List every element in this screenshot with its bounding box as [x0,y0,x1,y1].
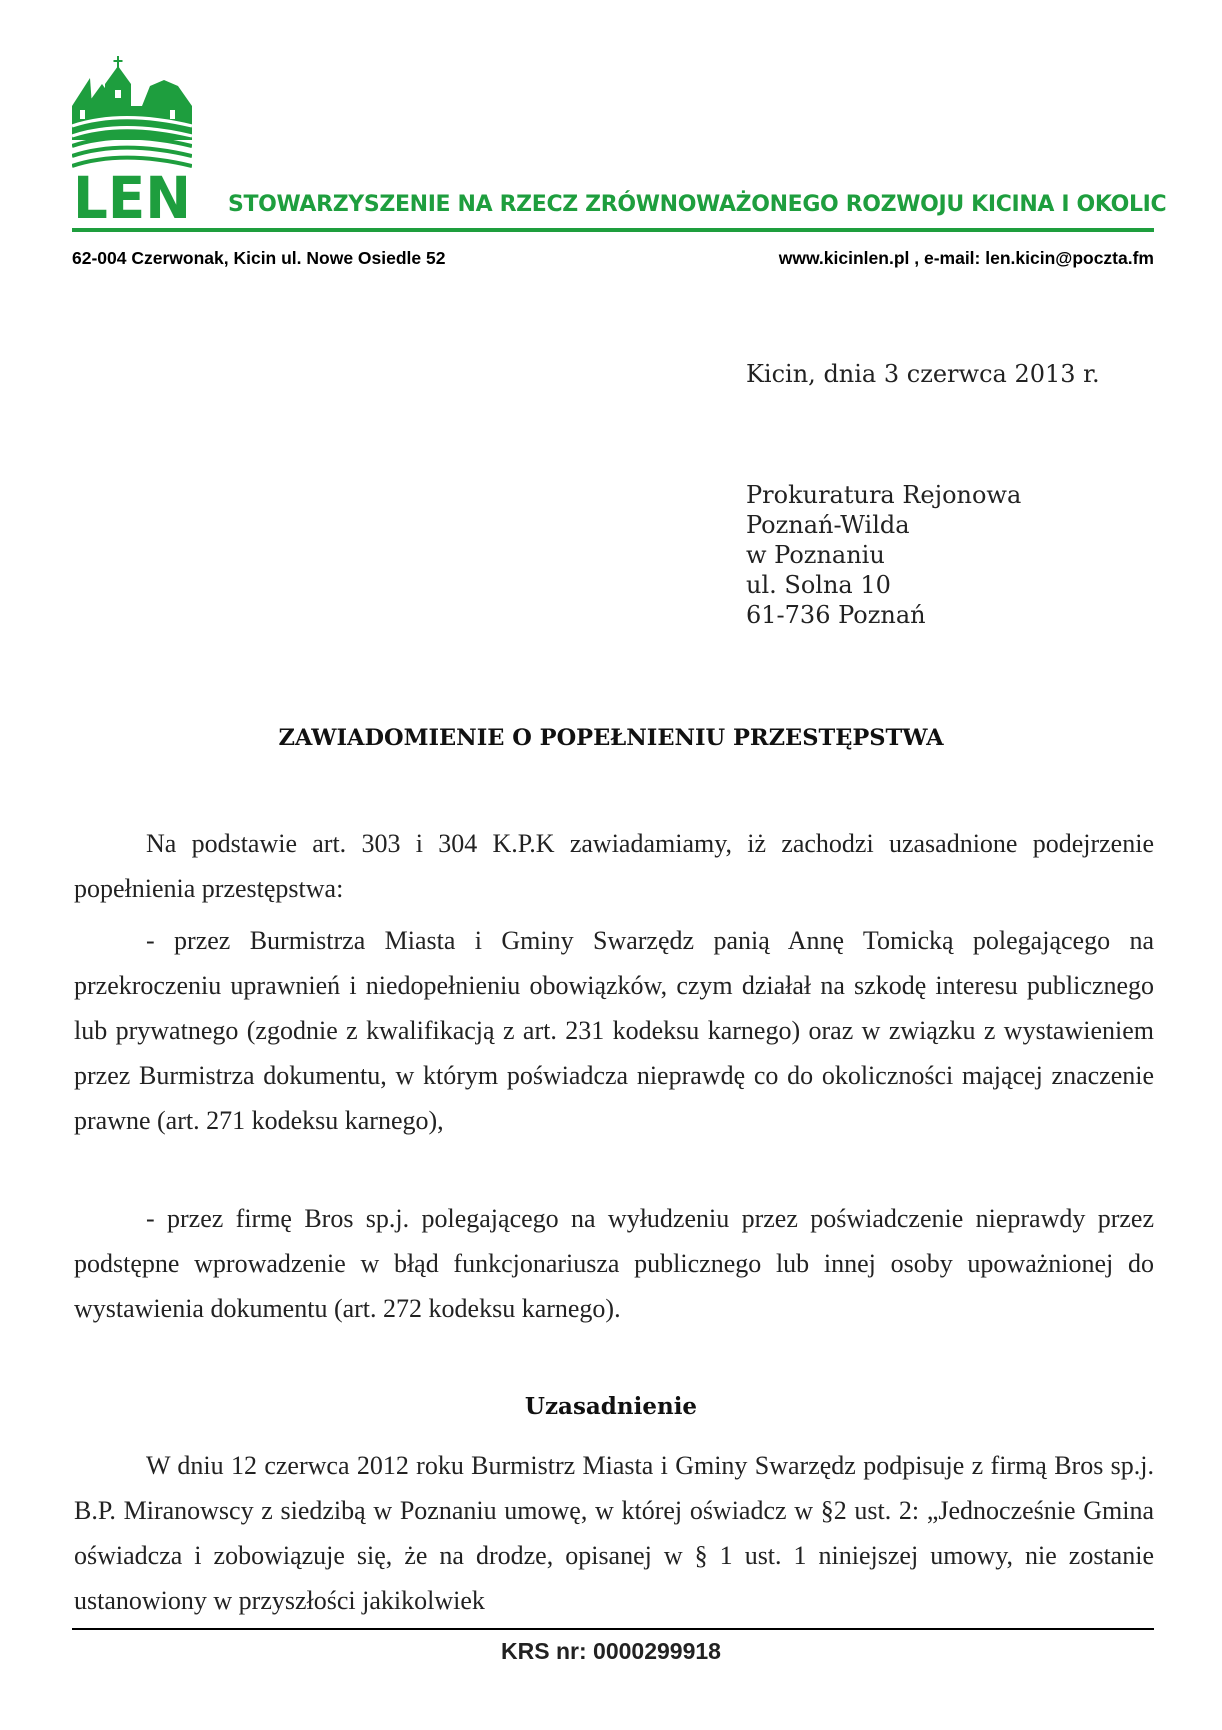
recipient-block [746,480,1021,630]
recipient-line: w Poznaniu [746,541,885,569]
organization-name: STOWARZYSZENIE NA RZECZ ZRÓWNOWAŻONEGO ROZWOJU KICINA I OKOLIC [228,192,1167,217]
logo-text: LEN [73,164,191,222]
intro-paragraph [74,821,1154,911]
justification-paragraph [74,1443,1154,1623]
justification-text: W dniu 12 czerwca 2012 roku Burmistrz Miasta i Gminy Swarzędz podpisuje z firmą Bros sp.j. B.P. Miranowscy z siedzibą w Poznaniu umowę, w której oświadcz w §2 ust. 2: „Jednocześnie Gmina oświadcza i zobowiązuje się, że na drodze, opisanej w § 1 ust. 1 niniejszej umowy, nie zostanie ustanowiony w przyszłości jakikolwiek [74,1451,1154,1615]
contact-info: www.kicinlen.pl , e-mail: len.kicin@poczta.fm [778,248,1154,268]
header-divider [72,228,1154,232]
recipient-line: Poznań-Wilda [746,511,910,539]
postal-address: 62-004 Czerwonak, Kicin ul. Nowe Osiedle 52 [72,248,446,268]
recipient-line: Prokuratura Rejonowa [746,481,1022,509]
intro-text: Na podstawie art. 303 i 304 K.P.K zawiadamiamy, iż zachodzi uzasadnione podejrzenie popełnienia przestępstwa: [74,829,1154,903]
recipient-line: 61-736 Poznań [746,601,926,629]
place-date: Kicin, dnia 3 czerwca 2013 r. [746,360,1100,388]
footer-divider [72,1628,1154,1630]
len-logo [72,56,192,222]
document-title: ZAWIADOMIENIE O POPEŁNIENIU PRZESTĘPSTWA [278,725,944,751]
allegation-item-2 [74,1196,1154,1331]
allegation-item-1 [74,918,1154,1143]
recipient-line: ul. Solna 10 [746,571,891,599]
allegation-text-1: - przez Burmistrza Miasta i Gminy Swarzędz panią Annę Tomicką polegającego na przekroczeniu uprawnień i niedopełnieniu obowiązków, czym działał na szkodę interesu publicznego lub prywatnego (zgodnie z kwalifikacją z art. 231 kodeksu karnego) oraz w związku z wystawieniem przez Burmistrza dokumentu, w którym poświadcza nieprawdę co do okoliczności mającej znaczenie prawne (art. 271 kodeksu karnego), [74,926,1154,1135]
allegation-text-2: - przez firmę Bros sp.j. polegającego na wyłudzeniu przez poświadczenie nieprawdy przez podstępne wprowadzenie w błąd funkcjonariusza publicznego lub innej osoby upoważnionej do wystawienia dokumentu (art. 272 kodeksu karnego). [74,1204,1154,1323]
justification-heading: Uzasadnienie [524,1393,698,1420]
krs-number: KRS nr: 0000299918 [501,1638,721,1664]
